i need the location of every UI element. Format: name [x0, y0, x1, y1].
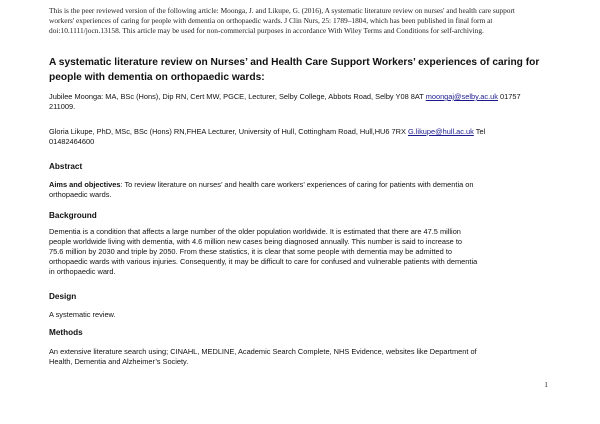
design-text: A systematic review. — [49, 310, 116, 319]
design-heading: Design — [49, 292, 77, 301]
background-heading: Background — [49, 211, 97, 220]
author-2-email-link[interactable]: G.likupe@hull.ac.uk — [407, 127, 474, 136]
page-number: 1 — [544, 380, 548, 389]
author-1: Jubilee Moonga: MA, BSc (Hons), Dip RN, Cert MW, PGCE, Lecturer, Selby College, Abbots Road, Selby Y08 8AT moongaj@selby.ac.uk 01757 211009. — [49, 92, 521, 111]
abstract-heading: Abstract — [49, 162, 83, 171]
methods-paragraph: An extensive literature search using; CINAHL, MEDLINE, Academic Search Complete, NHS Evidence, websites like Department of Health, Dementia and Alzheimer’s Society. — [49, 347, 477, 366]
methods-heading: Methods — [49, 328, 83, 337]
author-1-email-link[interactable]: moongaj@selby.ac.uk — [425, 92, 498, 101]
paper-title: A systematic literature review on Nurses’ and Health Care Support Workers’ experiences of caring for people with dementia on orthopaedic wards: — [49, 57, 540, 83]
notice-line: This is the peer reviewed version of the following article: Moonga, J. and Likupe, G. (2016), A systematic literature review on nurses' and health care support — [49, 6, 515, 15]
aims-paragraph: Aims and objectives: To review literature on nurses’ and health care workers’ experiences of caring for patients with dementia on orthopaedic wards. — [49, 180, 474, 199]
publication-notice — [49, 6, 569, 36]
background-paragraph: Dementia is a condition that affects a large number of the older population worldwide. It is estimated that there are 47.5 million people worldwide living with dementia, with 4.6 million new cases being diagnosed annually. This number is said to increase to 75.6 million by 2030 and triple by 2050. From these statistics, it is clear that some people with dementia may be admitted to orthopaedic wards with various injuries. Consequently, it may be difficult to care for confused and vulnerable patients with dementia in orthopaedic ward. — [49, 227, 478, 276]
author-2: Gloria Likupe, PhD, MSc, BSc (Hons) RN,FHEA Lecturer, University of Hull, Cottingham Road, Hull,HU6 7RX G.likupe@hull.ac.uk Tel 01482464600 — [49, 127, 486, 146]
aims-label: Aims and objectives — [49, 180, 121, 189]
notice-line: doi:10.1111/jocn.13158. This article may be used for non-commercial purposes in accordance With Wiley Terms and Conditions for self-archiving. — [49, 26, 484, 35]
notice-line: workers' experiences of caring for people with dementia on orthopaedic wards. J Clin Nurs, 25: 1789–1804, which has been published in final form at — [49, 16, 493, 25]
